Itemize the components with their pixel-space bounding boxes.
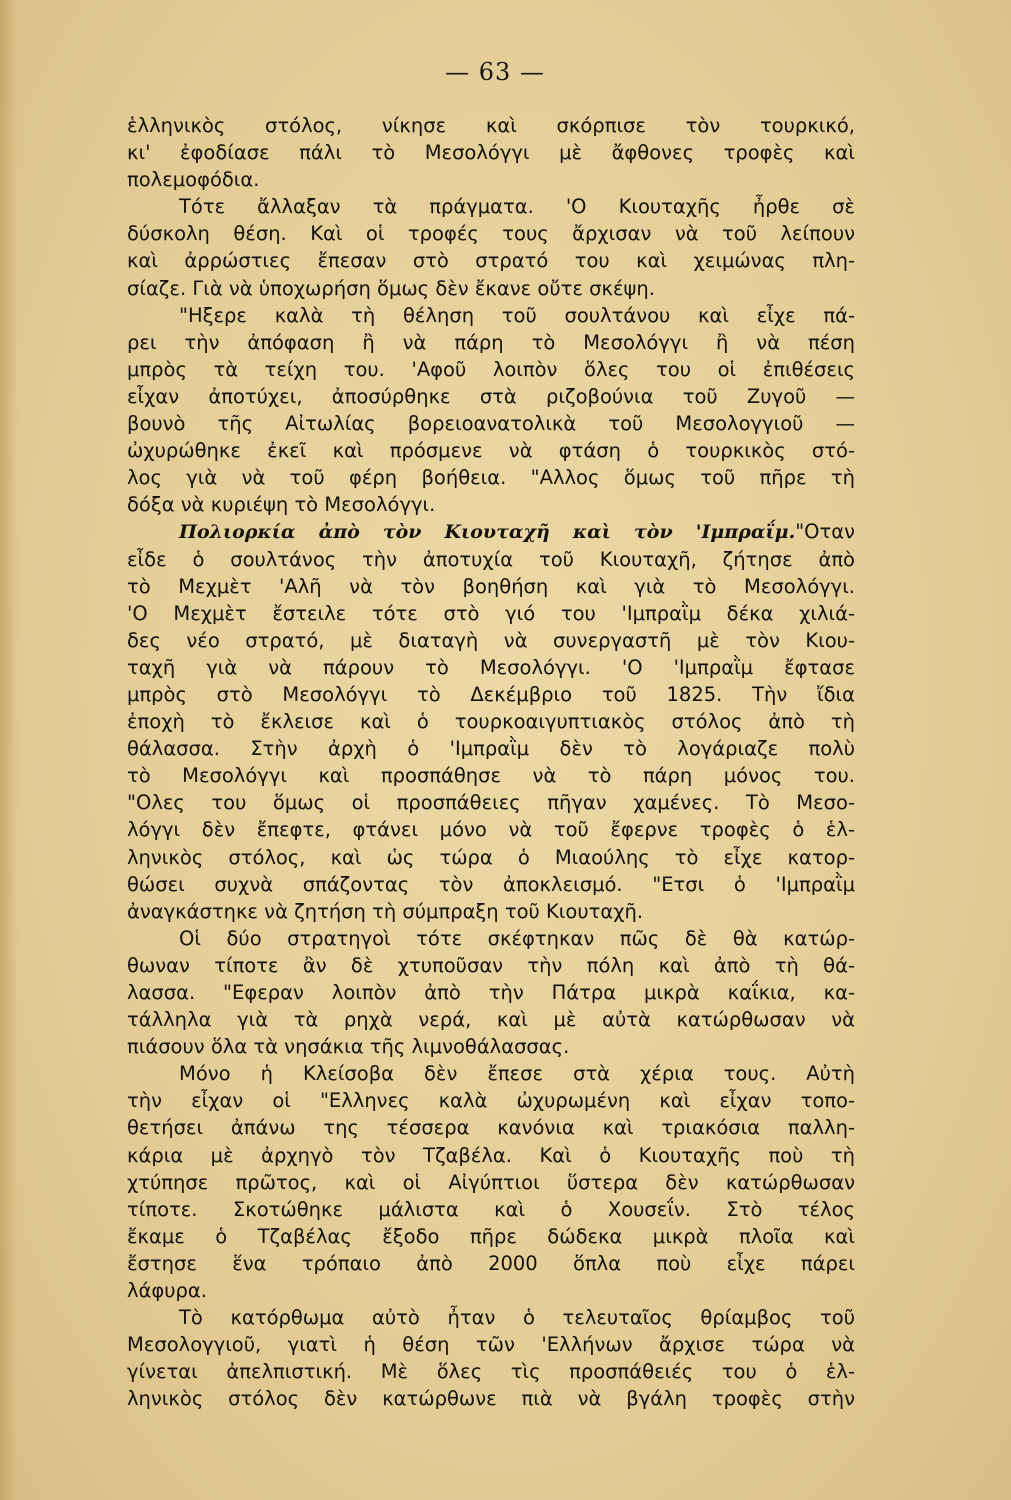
- text-line: λάφυρα.: [127, 1279, 207, 1303]
- text-line: τὴν εἶχαν οἱ "Ελληνες καλὰ ὠχυρωμένη καὶ εἶχαν τοπο-: [127, 1089, 855, 1113]
- text-line: κάρια μὲ ἀρχηγὸ τὸν Τζαβέλα. Καὶ ὁ Κιουταχῆς ποὺ τὴ: [127, 1143, 855, 1167]
- text-line: "Ηξερε καλὰ τὴ θέληση τοῦ σουλτάνου καὶ εἶχε πά-: [179, 303, 855, 327]
- text-line: χτύπησε πρῶτος, καὶ οἱ Αἰγύπτιοι ὕστερα δὲν κατώρθωσαν: [127, 1170, 855, 1194]
- text-line: θωναν τίποτε ἂν δὲ χτυποῦσαν τὴν πόλη καὶ ἀπὸ τὴ θά-: [127, 953, 855, 977]
- text-line: ἀναγκάστηκε νὰ ζητήση τὴ σύμπραξη τοῦ Κιουταχῆ.: [127, 899, 644, 923]
- text-line: ληνικὸς στόλος δὲν κατώρθωνε πιὰ νὰ βγάλη τροφὲς στὴν: [127, 1387, 855, 1411]
- text-line: δες νέο στρατό, μὲ διαταγὴ νὰ συνεργαστῆ μὲ τὸν Κιου-: [127, 628, 855, 652]
- text-line: τάλληλα γιὰ τὰ ρηχὰ νερά, καὶ μὲ αὐτὰ κατώρθωσαν νὰ: [127, 1008, 855, 1032]
- section-heading: Πολιορκία ἀπὸ τὸν Κιουταχῆ καὶ τὸν 'Ιμπραΐμ.: [179, 521, 796, 544]
- text-line: "Ολες του ὅμως οἱ προσπάθειες πῆγαν χαμένες. Τὸ Μεσο-: [127, 791, 855, 815]
- text-line: μπρὸς τὰ τείχη του. 'Αφοῦ λοιπὸν ὅλες του οἱ ἐπιθέσεις: [127, 357, 855, 381]
- text-line-content: "Οταν: [795, 520, 855, 544]
- text-line: ρει τὴν ἀπόφαση ἢ νὰ πάρη τὸ Μεσολόγγι ἢ νὰ πέση: [127, 330, 855, 354]
- text-line: σίαζε. Γιὰ νὰ ὑποχωρήση ὅμως δὲν ἔκανε οὔτε σκέψη.: [127, 276, 655, 300]
- text-line: τὸ Μεχμὲτ 'Αλῆ νὰ τὸν βοηθήση καὶ γιὰ τὸ Μεσολόγγι.: [127, 574, 855, 598]
- text-line: ἐποχὴ τὸ ἔκλεισε καὶ ὁ τουρκοαιγυπτιακὸς στόλος ἀπὸ τὴ: [127, 710, 855, 734]
- text-line: βουνὸ τῆς Αἰτωλίας βορειοανατολικὰ τοῦ Μεσολογγιοῦ —: [127, 412, 855, 436]
- text-line: μπρὸς στὸ Μεσολόγγι τὸ Δεκέμβριο τοῦ 1825. Τὴν ἴδια: [127, 682, 855, 706]
- page-number: — 63 —: [445, 58, 545, 86]
- text-line: λόγγι δὲν ἔπεφτε, φτάνει μόνο νὰ τοῦ ἔφερνε τροφὲς ὁ ἑλ-: [127, 818, 855, 842]
- text-line: Τὸ κατόρθωμα αὐτὸ ἦταν ὁ τελευταῖος θρίαμβος τοῦ: [179, 1306, 855, 1330]
- text-line: πολεμοφόδια.: [127, 168, 260, 192]
- text-line: Οἱ δύο στρατηγοὶ τότε σκέφτηκαν πῶς δὲ θὰ κατώρ-: [179, 926, 855, 950]
- text-line: [127, 518, 855, 545]
- text-line: πιάσουν ὅλα τὰ νησάκια τῆς λιμνοθάλασσας.: [127, 1035, 570, 1059]
- text-line: 'Ο Μεχμὲτ ἔστειλε τότε στὸ γιό του 'Ιμπραῒμ δέκα χιλιά-: [127, 601, 855, 625]
- text-line: Μεσολογγιοῦ, γιατὶ ἡ θέση τῶν 'Ελλήνων ἄρχισε τώρα νὰ: [127, 1333, 855, 1357]
- text-line: γίνεται ἀπελπιστική. Μὲ ὅλες τὶς προσπάθειές του ὁ ἑλ-: [127, 1360, 855, 1384]
- text-line: Μόνο ἡ Κλείσοβα δὲν ἔπεσε στὰ χέρια τους. Αὐτὴ: [179, 1062, 855, 1086]
- text-line: δόξα νὰ κυριέψη τὸ Μεσολόγγι.: [127, 493, 436, 517]
- text-line: θετήσει ἀπάνω της τέσσερα κανόνια καὶ τριακόσια παλλη-: [127, 1116, 855, 1140]
- text-line: λασσα. "Εφεραν λοιπὸν ἀπὸ τὴν Πάτρα μικρὰ καΐκια, κα-: [127, 981, 855, 1004]
- text-line: εἶδε ὁ σουλτάνος τὴν ἀποτυχία τοῦ Κιουταχῆ, ζήτησε ἀπὸ: [127, 547, 855, 571]
- text-line: ταχῆ γιὰ νὰ πάρουν τὸ Μεσολόγγι. 'Ο 'Ιμπραῒμ ἔφτασε: [127, 655, 855, 679]
- text-line: δύσκολη θέση. Καὶ οἱ τροφές τους ἄρχισαν νὰ τοῦ λείπουν: [127, 222, 855, 246]
- text-line: ἑλληνικὸς στόλος, νίκησε καὶ σκόρπισε τὸν τουρκικό,: [127, 114, 855, 137]
- text-line: κι' ἐφοδίασε πάλι τὸ Μεσολόγγι μὲ ἄφθονες τροφὲς καὶ: [127, 141, 855, 165]
- text-line: ὠχυρώθηκε ἐκεῖ καὶ πρόσμενε νὰ φτάση ὁ τουρκικὸς στό-: [127, 439, 855, 463]
- text-line: Τότε ἄλλαξαν τὰ πράγματα. 'Ο Κιουταχῆς ἦρθε σὲ: [179, 195, 855, 219]
- text-line: ἔκαμε ὁ Τζαβέλας ἔξοδο πῆρε δώδεκα μικρὰ πλοῖα καὶ: [127, 1224, 855, 1248]
- text-line: θώσει συχνὰ σπάζοντας τὸν ἀποκλεισμό. "Ετσι ὁ 'Ιμπραῒμ: [127, 872, 855, 896]
- text-line: ληνικὸς στόλος, καὶ ὡς τώρα ὁ Μιαούλης τὸ εἶχε κατορ-: [127, 845, 855, 869]
- page-edge-shadow: [0, 0, 18, 1500]
- text-line: θάλασσα. Στὴν ἀρχὴ ὁ 'Ιμπραῒμ δὲν τὸ λογάριαζε πολὺ: [127, 737, 855, 761]
- text-line: καὶ ἀρρώστιες ἔπεσαν στὸ στρατό του καὶ χειμώνας πλη-: [127, 249, 855, 273]
- text-line: ἔστησε ἕνα τρόπαιο ἀπὸ 2000 ὅπλα ποὺ εἶχε πάρει: [127, 1251, 855, 1275]
- text-line: τὸ Μεσολόγγι καὶ προσπάθησε νὰ τὸ πάρη μόνος του.: [127, 764, 855, 788]
- text-line: λος γιὰ νὰ τοῦ φέρη βοήθεια. "Αλλος ὅμως τοῦ πῆρε τὴ: [127, 466, 855, 490]
- text-line: τίποτε. Σκοτώθηκε μάλιστα καὶ ὁ Χουσεΐν. Στὸ τέλος: [127, 1197, 855, 1221]
- body-text: [127, 112, 855, 1413]
- text-line: εἶχαν ἀποτύχει, ἀποσύρθηκε στὰ ριζοβούνια τοῦ Ζυγοῦ —: [127, 384, 855, 408]
